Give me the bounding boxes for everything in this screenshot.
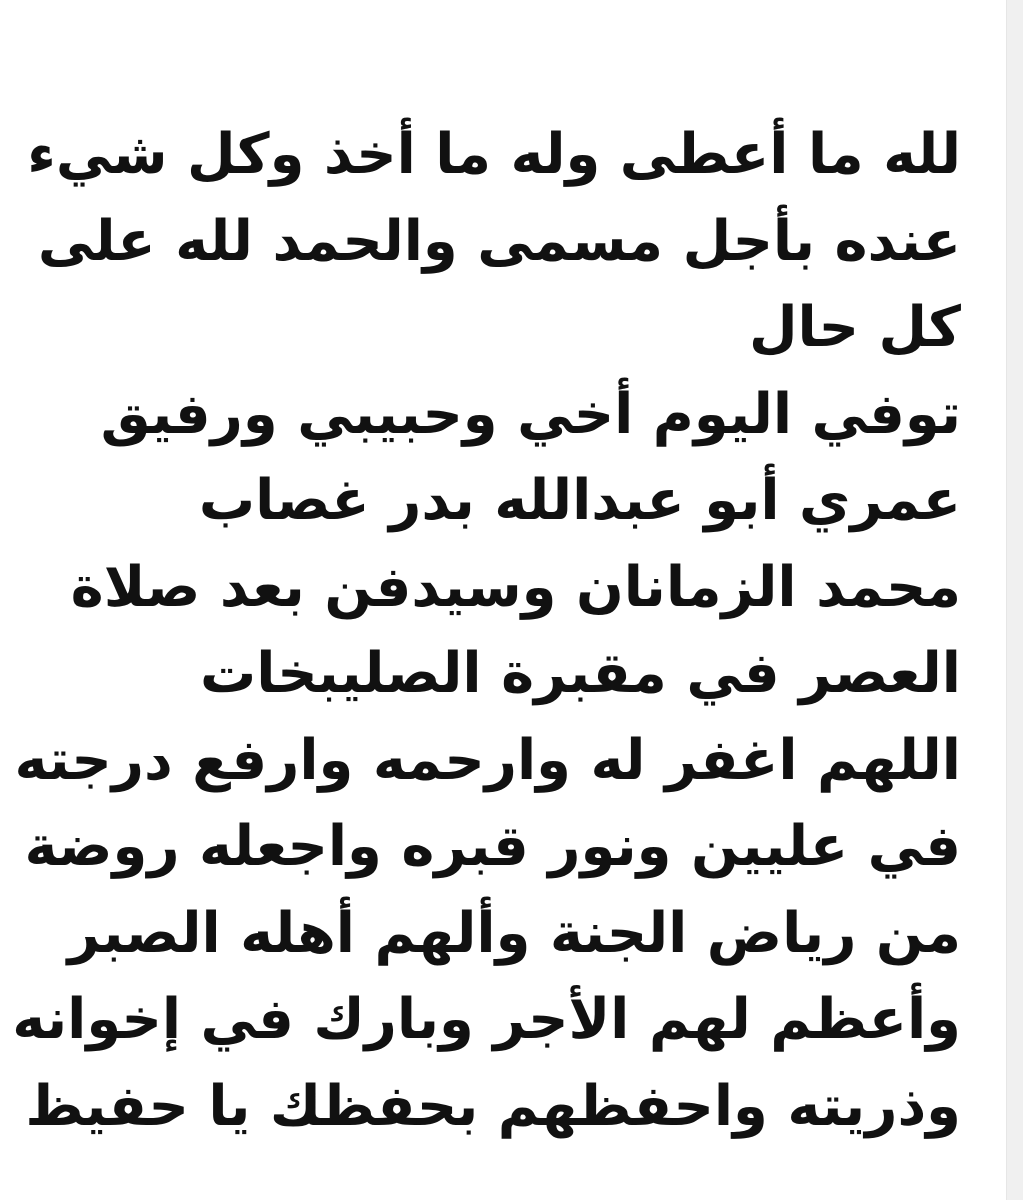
text-line-3: كل حال <box>748 295 961 360</box>
text-line-2: عنده بأجل مسمى والحمد لله على <box>37 208 961 274</box>
text-line-9: في عليين ونور قبره واجعله روضة <box>24 814 961 879</box>
text-line-10: من رياض الجنة وألهم أهله الصبر <box>67 900 961 966</box>
text-line-12: وذريته واحفظهم بحفظك يا حفيظ <box>25 1073 961 1139</box>
text-line-8: اللهم اغفر له وارحمه وارفع درجته <box>14 727 961 793</box>
text-line-4: توفي اليوم أخي وحبيبي ورفيق <box>100 381 961 447</box>
text-line-7: العصر في مقبرة الصليبخات <box>199 641 961 706</box>
text-line-1: لله ما أعطى وله ما أخذ وكل شيء <box>27 122 961 187</box>
scrollbar-track[interactable] <box>1006 0 1023 1200</box>
text-line-5: عمري أبو عبدالله بدر غصاب <box>198 468 961 533</box>
post-text <box>12 112 961 1150</box>
text-line-6: محمد الزمانان وسيدفن بعد صلاة <box>70 554 961 620</box>
text-line-11: وأعظم لهم الأجر وبارك في إخوانه <box>12 987 961 1052</box>
